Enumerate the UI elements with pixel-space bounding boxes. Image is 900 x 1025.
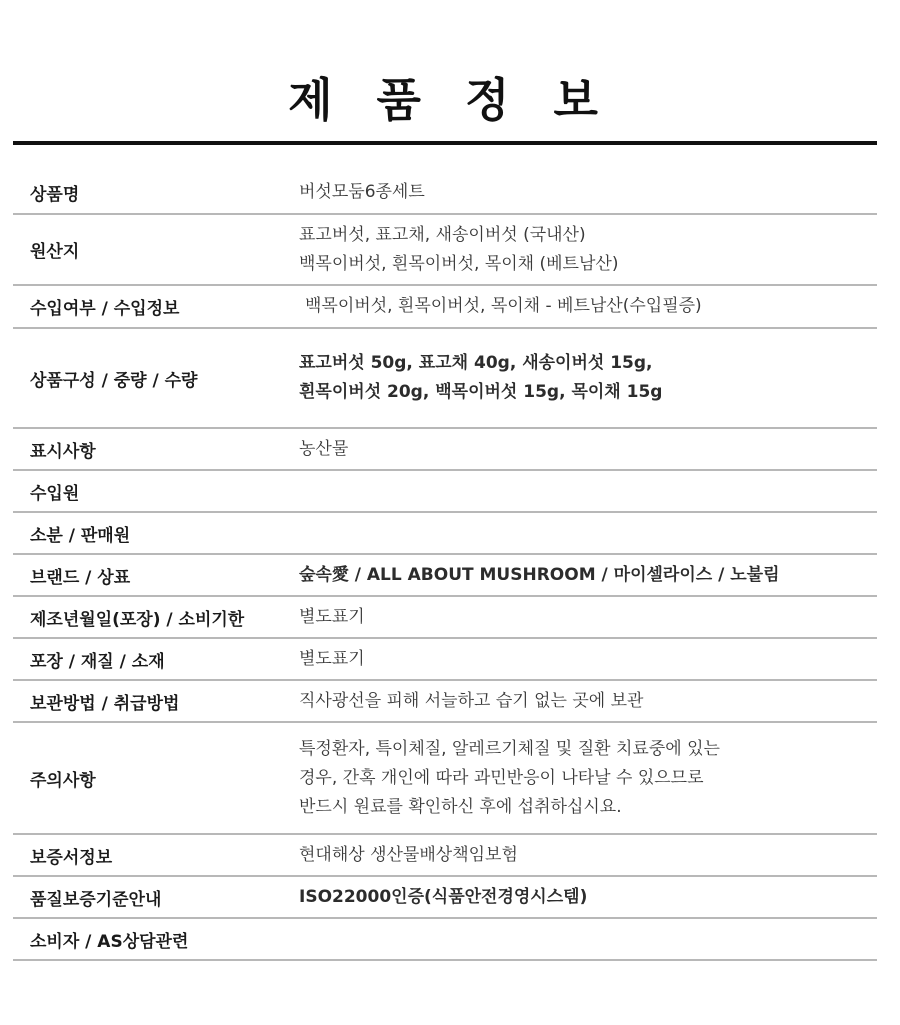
table-row-quality-standard (13, 877, 877, 919)
row-value (299, 221, 877, 279)
row-value (299, 883, 877, 912)
table-row-customer-service (13, 919, 877, 961)
row-label: 보증서정보 (30, 847, 113, 868)
row-value (299, 178, 877, 207)
row-value-line: 별도표기 (299, 606, 365, 627)
row-value-line: 반드시 원료를 확인하신 후에 섭취하십시요. (299, 796, 622, 817)
row-label: 주의사항 (30, 770, 96, 791)
row-value (299, 603, 877, 632)
row-label: 상품구성 / 중량 / 수량 (30, 370, 198, 391)
row-value-line: 농산물 (299, 438, 349, 459)
row-value-line: 숲속愛 / ALL ABOUT MUSHROOM / 마이셀라이스 / 노불림 (299, 564, 780, 585)
row-label: 수입여부 / 수입정보 (30, 299, 180, 319)
page-title: 제 품 정 보 (288, 73, 612, 127)
row-label: 상품명 (30, 185, 80, 205)
row-label: 소분 / 판매원 (30, 525, 131, 546)
product-info-table (13, 172, 877, 961)
table-row-importer (13, 471, 877, 513)
row-value (299, 687, 877, 716)
row-label: 수입원 (30, 483, 80, 504)
row-value (299, 645, 877, 674)
row-value-line: 표고버섯, 표고채, 새송이버섯 (국내산) (299, 224, 586, 245)
table-row-caution (13, 723, 877, 835)
table-row-packaging (13, 639, 877, 681)
table-row-import-info (13, 286, 877, 329)
row-value-line: 버섯모둠6종세트 (299, 182, 425, 202)
row-value (299, 435, 877, 464)
row-value (299, 561, 877, 590)
row-label: 제조년월일(포장) / 소비기한 (30, 609, 245, 630)
title-divider (13, 141, 877, 145)
row-value (299, 735, 877, 822)
row-value-line: 흰목이버섯 20g, 백목이버섯 15g, 목이채 15g (299, 382, 663, 402)
table-row-brand (13, 555, 877, 597)
row-value-line: 백목이버섯, 흰목이버섯, 목이채 - 베트남산(수입필증) (305, 296, 702, 316)
row-value-line: 경우, 간혹 개인에 따라 과민반응이 나타날 수 있으므로 (299, 767, 704, 788)
row-value (299, 349, 877, 407)
table-row-product-name (13, 172, 877, 215)
row-value (299, 292, 877, 321)
row-value-line: ISO22000인증(식품안전경영시스템) (299, 886, 588, 907)
table-row-manufacture-date (13, 597, 877, 639)
row-label: 소비자 / AS상담관련 (30, 931, 189, 952)
row-label: 브랜드 / 상표 (30, 567, 131, 588)
row-label: 포장 / 재질 / 소재 (30, 651, 165, 672)
row-value-line: 백목이버섯, 흰목이버섯, 목이채 (베트남산) (299, 253, 619, 274)
row-label: 품질보증기준안내 (30, 889, 162, 910)
row-value-line: 현대해상 생산물배상책임보험 (299, 844, 518, 865)
table-row-origin (13, 215, 877, 286)
row-label: 원산지 (30, 242, 80, 262)
row-value-line: 특정환자, 특이체질, 알레르기체질 및 질환 치료중에 있는 (299, 738, 720, 759)
row-label: 보관방법 / 취급방법 (30, 693, 180, 714)
row-label: 표시사항 (30, 441, 96, 462)
row-value-line: 별도표기 (299, 648, 365, 669)
table-row-composition (13, 329, 877, 429)
row-value-line: 직사광선을 피해 서늘하고 습기 없는 곳에 보관 (299, 690, 644, 711)
row-value (299, 841, 877, 870)
table-row-labeling (13, 429, 877, 471)
table-row-seller (13, 513, 877, 555)
table-row-warranty (13, 835, 877, 877)
table-row-storage (13, 681, 877, 723)
row-value-line: 표고버섯 50g, 표고채 40g, 새송이버섯 15g, (299, 353, 653, 373)
